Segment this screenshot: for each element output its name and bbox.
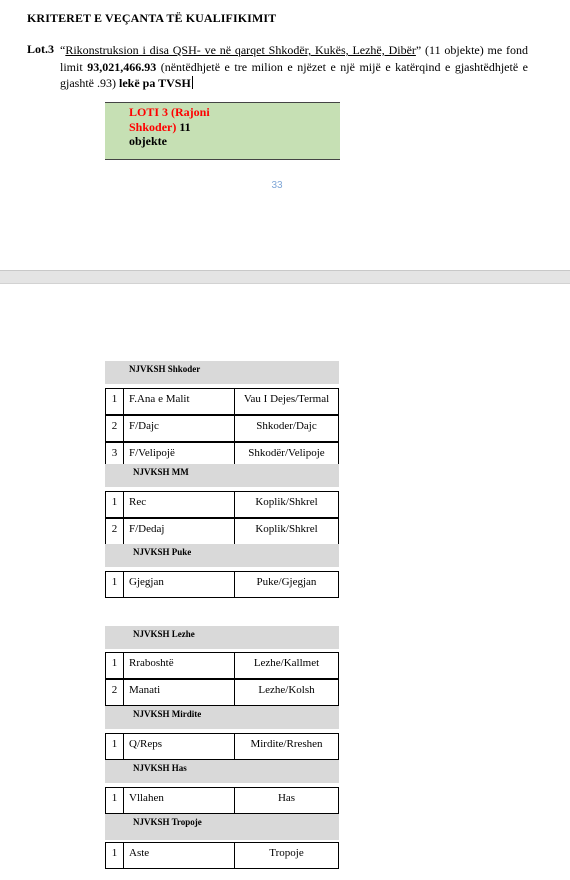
object-location: Has xyxy=(277,792,296,804)
object-name: Aste xyxy=(124,843,235,868)
group-name: NJVKSH Has xyxy=(133,763,187,773)
section-heading: KRITERET E VEÇANTA TË KUALIFIKIMIT xyxy=(27,11,277,25)
group-name: NJVKSH Shkoder xyxy=(129,364,201,374)
row-number: 1 xyxy=(106,572,124,597)
lot-object-count: 11 objekte xyxy=(129,119,191,148)
object-name: Gjegjan xyxy=(124,572,235,597)
group-name: NJVKSH Mirdite xyxy=(133,709,202,719)
object-name: Rraboshtë xyxy=(124,653,235,678)
lot-title: Rikonstruksion i disa QSH- ve në qarqet Shkodër, Kukës, Lezhë, Dibër xyxy=(65,43,416,57)
row-number: 1 xyxy=(106,734,124,759)
object-name: F/Dajc xyxy=(124,416,235,441)
group-name: NJVKSH Lezhe xyxy=(133,629,195,639)
object-name: F/Dedaj xyxy=(124,519,235,544)
group-name: NJVKSH MM xyxy=(133,467,189,477)
object-location: Puke/Gjegjan xyxy=(256,576,317,588)
object-location: Shkodër/Velipoje xyxy=(248,447,325,459)
group-header xyxy=(105,760,339,783)
group-name: NJVKSH Puke xyxy=(133,547,192,557)
lot-label: Lot.3 xyxy=(27,42,54,56)
group-header xyxy=(105,706,339,729)
group-name: NJVKSH Tropoje xyxy=(133,817,202,827)
group-header xyxy=(105,626,339,649)
object-name: Manati xyxy=(124,680,235,705)
table-row[interactable] xyxy=(105,491,339,518)
group-header-background xyxy=(234,361,339,384)
object-name: Vllahen xyxy=(124,788,235,813)
object-name: F/Velipojë xyxy=(124,443,235,468)
object-location: Shkoder/Dajc xyxy=(256,420,317,432)
row-number: 1 xyxy=(106,492,124,517)
table-row[interactable] xyxy=(105,652,339,679)
row-number: 1 xyxy=(106,653,124,678)
lot-summary-text xyxy=(129,105,229,149)
page-number: 33 xyxy=(271,180,283,191)
lot-summary-cell xyxy=(105,102,340,160)
document-page-1 xyxy=(0,0,570,270)
lot-currency: lekë pa TVSH xyxy=(119,76,191,90)
lot-description[interactable]: “Rikonstruksion i disa QSH- ve në qarqet Shkodër, Kukës, Lezhë, Dibër” (11 objekte) me fond limit 93,021,466.93 (nëntëdhjetë e tre milion e njëzet e një mijë e katërqind e gjashtëdhjetë e gjashtë .93) lekë pa TVSH xyxy=(60,43,529,90)
row-number: 1 xyxy=(106,788,124,813)
lot-amount: 93,021,466.93 xyxy=(87,59,157,74)
table-row[interactable] xyxy=(105,733,339,760)
table-row[interactable] xyxy=(105,787,339,814)
group-header xyxy=(105,361,234,384)
row-number: 2 xyxy=(106,416,124,441)
object-location: Vau I Dejes/Termal xyxy=(243,393,330,405)
text-cursor xyxy=(192,76,193,89)
table-row[interactable] xyxy=(105,415,339,442)
object-name: F.Ana e Malit xyxy=(124,389,235,414)
table-row[interactable] xyxy=(105,518,339,545)
lot-region-label: LOTI 3 (Rajoni Shkoder) xyxy=(129,105,210,134)
table-row[interactable] xyxy=(105,388,339,415)
object-location: Lezhe/Kallmet xyxy=(253,657,320,669)
row-number: 1 xyxy=(106,843,124,868)
row-number: 3 xyxy=(106,443,124,468)
object-location: Mirdite/Rreshen xyxy=(250,738,323,750)
table-row[interactable] xyxy=(105,571,339,598)
object-name: Q/Reps xyxy=(124,734,235,759)
page-separator xyxy=(0,270,570,284)
group-header xyxy=(105,464,339,487)
object-name: Rec xyxy=(124,492,235,517)
object-location: Tropoje xyxy=(269,847,304,859)
object-location: Lezhe/Kolsh xyxy=(258,684,315,696)
group-header xyxy=(105,814,339,840)
row-number: 2 xyxy=(106,519,124,544)
document-page-2 xyxy=(0,284,570,880)
object-location: Koplik/Shkrel xyxy=(255,523,318,535)
object-location: Koplik/Shkrel xyxy=(255,496,318,508)
group-header xyxy=(105,544,339,567)
row-number: 2 xyxy=(106,680,124,705)
table-row[interactable] xyxy=(105,679,339,706)
row-number: 1 xyxy=(106,389,124,414)
table-row[interactable] xyxy=(105,842,339,869)
